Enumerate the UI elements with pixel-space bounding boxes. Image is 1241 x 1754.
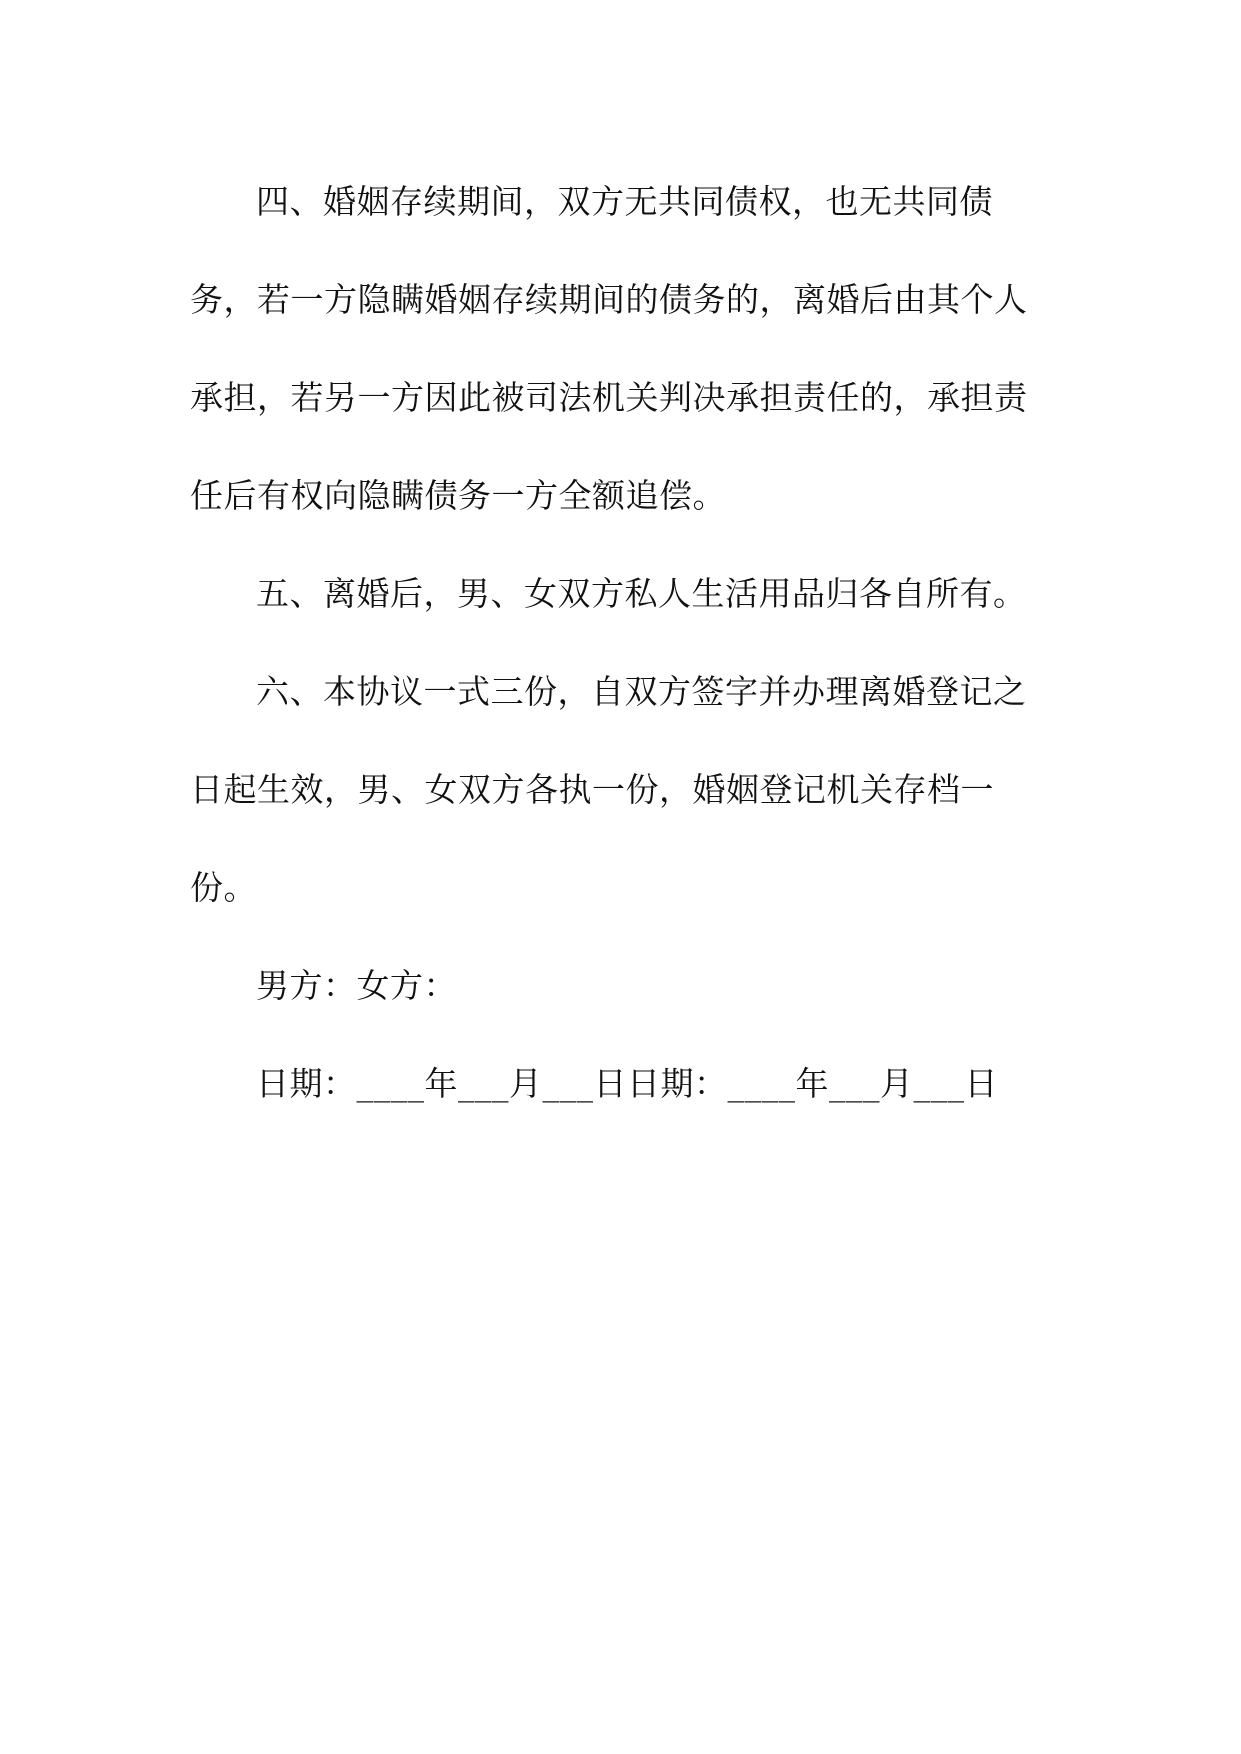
paragraph-6-line-3: 份。 xyxy=(190,868,257,907)
paragraph-5-line-1: 五、离婚后，男、女双方私人生活用品归各自所有。 xyxy=(256,574,1027,613)
paragraph-4-line-2: 务，若一方隐瞒婚姻存续期间的债务的，离婚后由其个人 xyxy=(190,280,1028,319)
paragraph-6-line-1: 六、本协议一式三份，自双方签字并办理离婚登记之 xyxy=(256,672,1027,711)
paragraph-4-line-3: 承担，若另一方因此被司法机关判决承担责任的，承担责 xyxy=(190,378,1028,417)
signature-parties-line: 男方：女方： xyxy=(256,966,457,1005)
signature-date-line: 日期：____年___月___日日期：____年___月___日 xyxy=(256,1064,998,1103)
paragraph-6-line-2: 日起生效，男、女双方各执一份，婚姻登记机关存档一 xyxy=(190,770,994,809)
paragraph-4-line-4: 任后有权向隐瞒债务一方全额追偿。 xyxy=(190,476,726,515)
paragraph-4-line-1: 四、婚姻存续期间，双方无共同债权，也无共同债 xyxy=(256,182,993,221)
